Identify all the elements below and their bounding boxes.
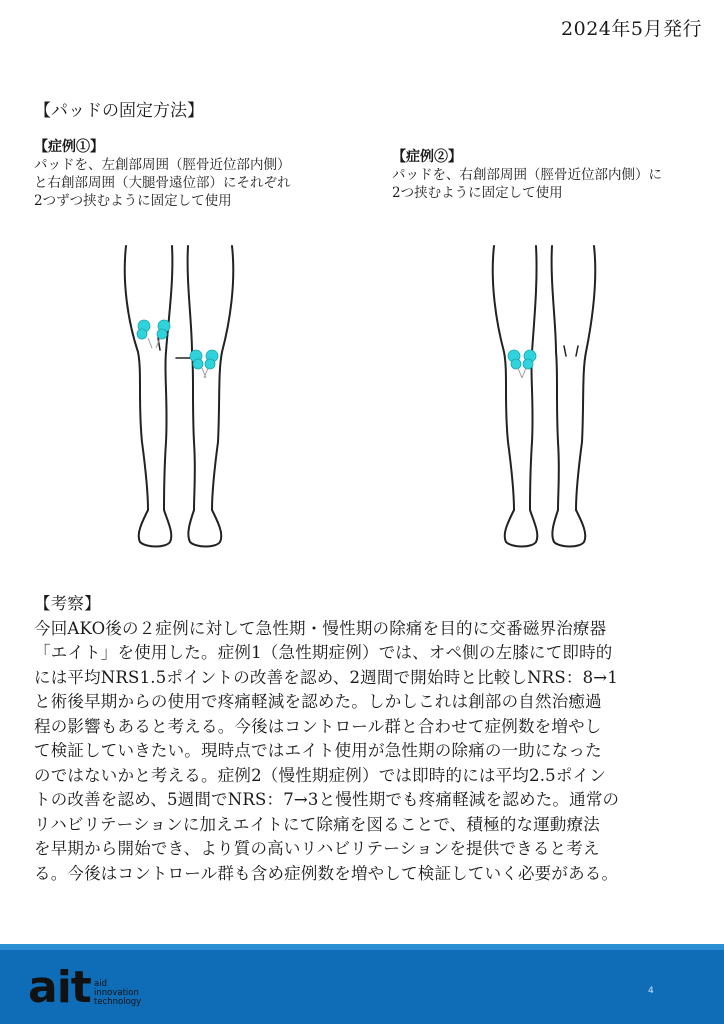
discussion-line: には平均NRS1.5ポイントの改善を認め、2週間で開始時と比較しNRS：8→1	[34, 667, 619, 687]
discussion-heading: 【考察】	[34, 594, 101, 613]
case-2-description	[392, 148, 722, 202]
discussion-line: 程の影響もあると考える。今後はコントロール群と合わせて症例数を増やし	[34, 716, 602, 736]
logo-tagline-line: innovation	[94, 988, 139, 998]
case-1-line: パッドを、左創部周囲（脛骨近位部内側）	[34, 157, 291, 173]
ait-logo: ait	[28, 962, 91, 1013]
discussion-line: て検証していきたい。現時点ではエイト使用が急性期の除痛の一助になった	[34, 741, 602, 760]
case-1-line: と右創部周囲（大腿骨遠位部）にそれぞれ	[34, 175, 291, 191]
case-2-legs-illustration	[480, 242, 610, 552]
case-2-line: 2つ挟むように固定して使用	[392, 185, 563, 201]
case-1-heading: 【症例①】	[34, 139, 104, 155]
case-2-line: パッドを、右創部周囲（脛骨近位部内側）に	[392, 167, 662, 183]
logo-tagline-line: aid	[94, 979, 107, 989]
discussion-line: リハビリテーションに加えエイトにて除痛を図ることで、積極的な運動療法	[34, 814, 600, 834]
issue-date: 2024年5月発行	[561, 18, 702, 40]
case-2-heading: 【症例②】	[392, 149, 462, 165]
discussion-line: る。今後はコントロール群も含め症例数を増やして検証していく必要がある。	[34, 863, 619, 883]
logo-tagline-line: technology	[94, 997, 142, 1007]
footer-bar	[0, 950, 724, 1024]
discussion-line: を早期から開始でき、より質の高いリハビリテーションを提供できると考え	[34, 839, 600, 858]
discussion-line: と術後早期からの使用で疼痛軽減を認めた。しかしこれは創部の自然治癒過	[34, 692, 602, 711]
discussion-line: 今回AKO後の２症例に対して急性期・慢性期の除痛を目的に交番磁界治療器	[34, 618, 607, 638]
logo-tagline	[94, 980, 141, 1007]
section-title: 【パッドの固定方法】	[34, 101, 204, 121]
page-number: 4	[648, 986, 654, 996]
discussion-line: 「エイト」を使用した。症例1（急性期症例）では、オペ側の左膝にて即時的	[34, 643, 613, 662]
case-1-line: 2つずつ挟むように固定して使用	[34, 193, 232, 209]
discussion-line: のではないかと考える。症例2（慢性期症例）では即時的には平均2.5ポイン	[34, 765, 606, 785]
discussion-line: トの改善を認め、5週間でNRS：7→3と慢性期でも疼痛軽減を認めた。通常の	[34, 790, 620, 809]
discussion-section	[34, 592, 690, 886]
case-1-legs-illustration	[108, 242, 248, 552]
case-1-description	[34, 138, 354, 210]
